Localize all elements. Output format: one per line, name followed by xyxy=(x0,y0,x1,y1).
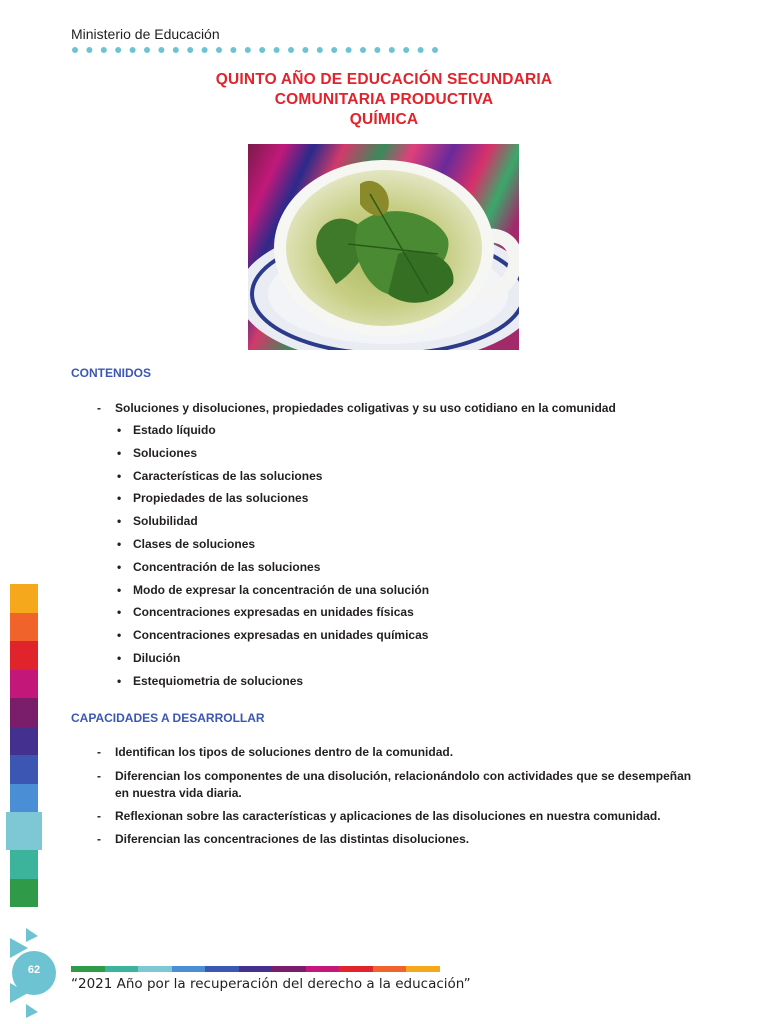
capacity-item xyxy=(97,744,697,761)
strip-segment xyxy=(10,584,38,613)
strip-segment xyxy=(10,698,38,727)
contents-sub-text: Propiedades de las soluciones xyxy=(133,491,309,506)
contents-sub-item xyxy=(117,446,197,460)
footer-bar-segment xyxy=(306,966,340,972)
strip-segment xyxy=(10,670,38,699)
contents-sub-item xyxy=(117,651,180,665)
tea-cup-photo xyxy=(248,144,519,350)
bullet-icon: • xyxy=(117,423,122,437)
bullet-icon: • xyxy=(117,559,122,574)
bullet-icon: • xyxy=(117,537,122,551)
capacity-item xyxy=(97,768,697,802)
bullet-icon: • xyxy=(117,673,122,688)
footer-bar-segment xyxy=(339,966,373,972)
contents-sub-item xyxy=(117,469,322,483)
contents-sub-item xyxy=(117,583,429,597)
page-title xyxy=(0,70,768,130)
contents-sub-text: Soluciones xyxy=(133,445,198,460)
bullet-icon: • xyxy=(117,628,122,643)
dash-marker: - xyxy=(97,809,101,823)
page-number: 62 xyxy=(27,964,41,976)
contents-sub-item xyxy=(117,423,216,437)
capacity-text: Diferencian los componentes de una disolución, relacionándolo con actividades que se desempeñan en nuestra vida diaria. xyxy=(115,769,692,800)
strip-segment xyxy=(10,641,38,670)
contents-sub-text: Estado líquido xyxy=(133,423,216,437)
contents-sub-item xyxy=(117,628,428,642)
capacities-heading: CAPACIDADES A DESARROLLAR xyxy=(71,711,265,725)
contents-sub-item xyxy=(117,560,320,574)
capacity-text: Identifican los tipos de soluciones dentro de la comunidad. xyxy=(115,745,454,759)
strip-segment xyxy=(10,727,38,756)
footer-bar-segment xyxy=(239,966,273,972)
strip-segment xyxy=(10,879,38,908)
title-line-3: QUÍMICA xyxy=(349,111,419,128)
footer-bar-segment xyxy=(205,966,239,972)
color-strip xyxy=(10,584,38,907)
bullet-icon: • xyxy=(117,491,122,506)
title-line-1: QUINTO AÑO DE EDUCACIÓN SECUNDARIA xyxy=(215,71,553,88)
capacity-text: Reflexionan sobre las características y aplicaciones de las disoluciones en nuestra comunidad. xyxy=(115,809,661,823)
capacity-item xyxy=(97,831,697,848)
footer-bar-segment xyxy=(373,966,407,972)
bullet-icon: • xyxy=(117,605,122,620)
dash-marker: - xyxy=(97,745,101,759)
contents-sub-text: Estequiometria de soluciones xyxy=(133,673,304,688)
contents-sub-text: Solubilidad xyxy=(133,514,198,529)
strip-segment xyxy=(10,850,38,879)
footer-bar-segment xyxy=(71,966,105,972)
contents-sub-text: Concentraciones expresadas en unidades físicas xyxy=(133,605,414,620)
capacity-text: Diferencian las concentraciones de las distintas disoluciones. xyxy=(115,832,470,846)
bullet-icon: • xyxy=(117,582,122,597)
contents-main-text: Soluciones y disoluciones, propiedades coligativas y su uso cotidiano en la comunidad xyxy=(115,401,616,415)
footer-bar-segment xyxy=(406,966,440,972)
bullet-icon: • xyxy=(117,514,122,529)
contents-sub-text: Modo de expresar la concentración de una solución xyxy=(133,582,430,597)
dotted-divider xyxy=(71,46,451,54)
capacity-item xyxy=(97,808,697,825)
ministry-name: Ministerio de Educación xyxy=(71,26,220,42)
contents-sub-text: Dilución xyxy=(133,651,181,665)
contents-sub-item xyxy=(117,537,255,551)
contents-sub-item xyxy=(117,514,198,528)
bullet-icon: • xyxy=(117,468,122,483)
footer-bar-segment xyxy=(172,966,206,972)
contents-heading: CONTENIDOS xyxy=(71,366,152,380)
strip-segment xyxy=(10,755,38,784)
footer-bar-segment xyxy=(138,966,172,972)
contents-sub-text: Clases de soluciones xyxy=(133,537,256,551)
strip-segment xyxy=(10,784,38,813)
dash-marker: - xyxy=(97,769,101,783)
footer-bar-segment xyxy=(272,966,306,972)
dash-marker: - xyxy=(97,832,101,846)
bullet-icon: • xyxy=(117,651,122,665)
bullet-icon: • xyxy=(117,445,122,460)
contents-sub-item xyxy=(117,605,414,619)
contents-sub-text: Concentración de las soluciones xyxy=(133,559,321,574)
contents-sub-item xyxy=(117,491,308,505)
footer-quote: “2021 Año por la recuperación del derecho a la educación” xyxy=(71,976,471,992)
dash-marker: - xyxy=(97,401,101,415)
contents-sub-item xyxy=(117,674,303,688)
footer-color-bar xyxy=(71,966,440,972)
contents-sub-text: Concentraciones expresadas en unidades químicas xyxy=(133,628,429,643)
contents-main-item xyxy=(97,400,616,417)
strip-segment xyxy=(10,613,38,642)
strip-segment xyxy=(6,812,42,850)
contents-sub-text: Características de las soluciones xyxy=(133,468,323,483)
title-line-2: COMUNITARIA PRODUCTIVA xyxy=(274,91,494,108)
footer-bar-segment xyxy=(105,966,139,972)
